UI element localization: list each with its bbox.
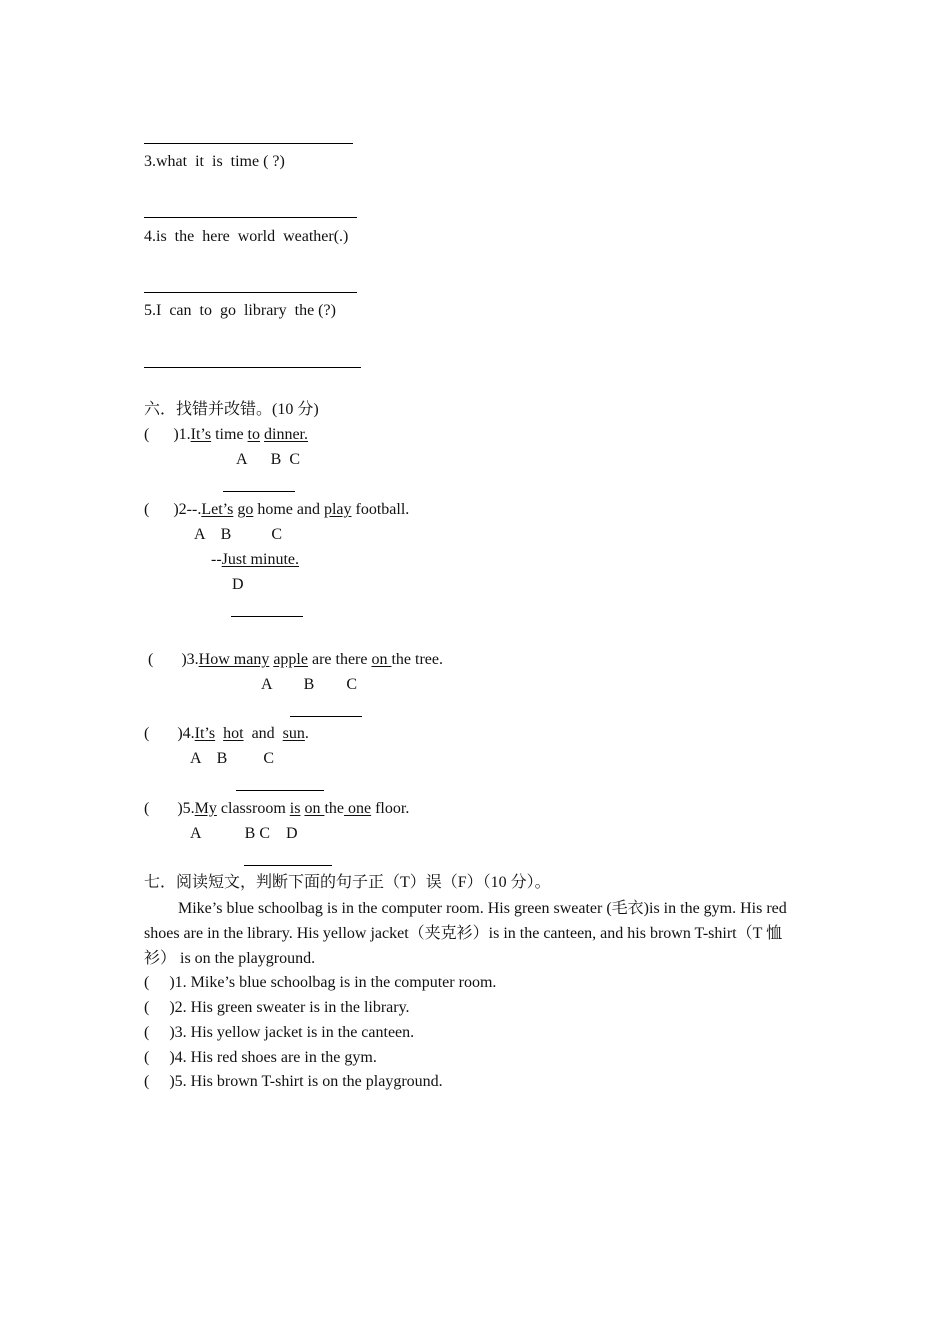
s7-passage: Mike’s blue schoolbag is in the computer room. His green sweater (毛衣)is in the gym. His red shoes are in the library. His yellow jacket（夹克衫）is in the canteen, and his brown T-shirt（T 恤衫） is on the playground.	[144, 900, 787, 967]
s6-q3-letters: A B C	[261, 676, 358, 693]
s6-q2-reply: --Just minute.	[211, 551, 299, 568]
s6-q5-letters: A B C D	[190, 825, 298, 842]
s6-q2-letter-d: D	[232, 576, 244, 593]
s5-question-4: 4.is the here world weather(.)	[144, 228, 349, 245]
s6-q1-letters: A B C	[236, 451, 301, 468]
s6-q4-letters: A B C	[190, 750, 275, 767]
s6-q2-letters: A B C	[194, 526, 283, 543]
s6-heading: 六．找错并改错。(10 分)	[144, 401, 319, 418]
answer-line-2	[144, 143, 353, 144]
s6-question-3: ( )3.How many apple are there on the tree.	[144, 651, 444, 668]
s7-statement-3: ( )3. His yellow jacket is in the canteen.	[144, 1024, 415, 1041]
s6-q5-correction-line	[244, 865, 332, 866]
s6-question-4: ( )4.It’s hot and sun.	[144, 725, 309, 742]
s7-heading: 七．阅读短文，判断下面的句子正（T）误（F）（10 分）。	[144, 874, 551, 891]
s6-q2-correction-line	[231, 616, 303, 617]
s6-question-5: ( )5.My classroom is on the one floor.	[144, 800, 410, 817]
s6-q4-correction-line	[236, 790, 324, 791]
s7-statement-1: ( )1. Mike’s blue schoolbag is in the computer room.	[144, 974, 497, 991]
s7-statement-5: ( )5. His brown T-shirt is on the playground.	[144, 1073, 443, 1090]
answer-line-5	[144, 367, 361, 368]
answer-line-4	[144, 292, 357, 293]
s5-question-3: 3.what it is time ( ?)	[144, 153, 285, 170]
s5-question-5: 5.I can to go library the (?)	[144, 302, 336, 319]
s6-q3-correction-line	[290, 716, 362, 717]
s6-question-2: ( )2--.Let’s go home and play football.	[144, 501, 410, 518]
s7-statement-2: ( )2. His green sweater is in the library.	[144, 999, 410, 1016]
answer-line-3	[144, 217, 357, 218]
s7-statement-4: ( )4. His red shoes are in the gym.	[144, 1049, 377, 1066]
s6-q1-correction-line	[223, 491, 295, 492]
s6-question-1: ( )1.It’s time to dinner.	[144, 426, 308, 443]
